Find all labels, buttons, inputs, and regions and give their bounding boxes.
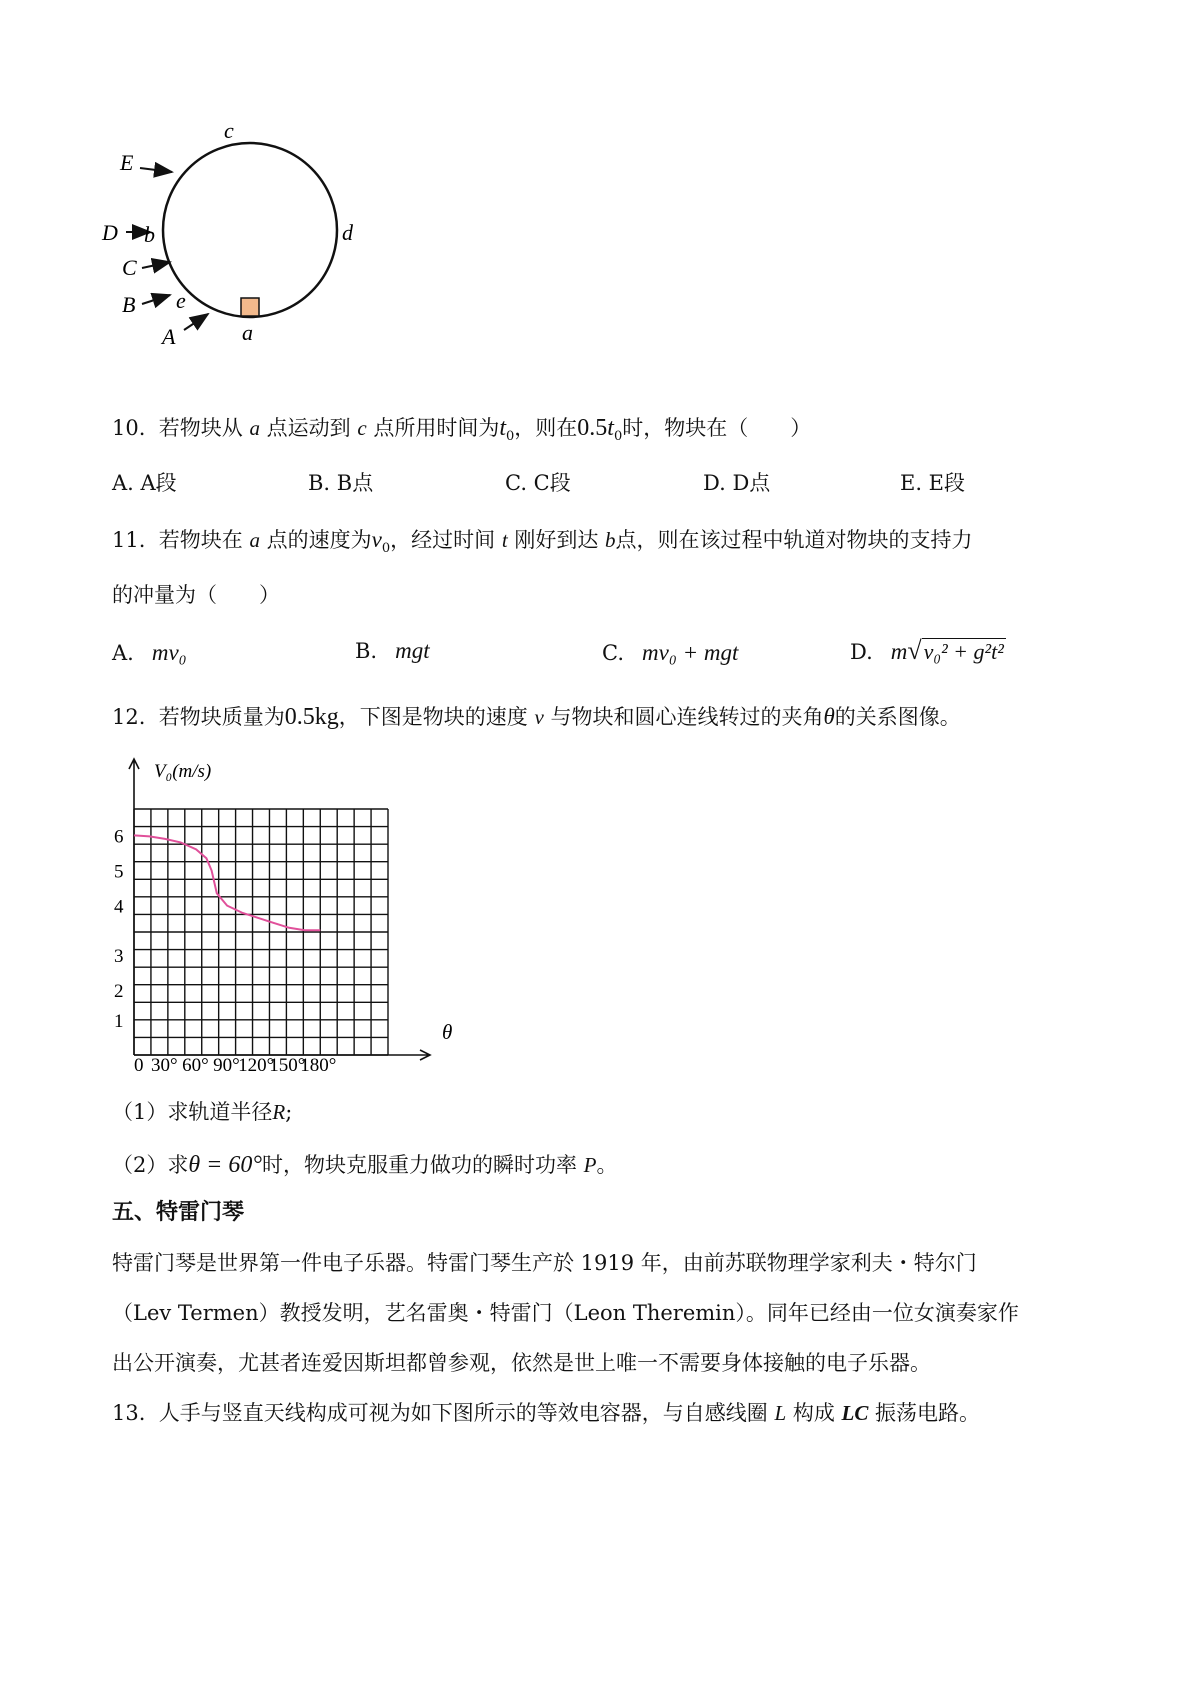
x-tick-label: 180° xyxy=(300,1055,337,1075)
q10-option-d[interactable]: D. D点 xyxy=(703,471,771,495)
y-tick-label: 4 xyxy=(114,896,124,918)
x-tick-label: 60° xyxy=(182,1055,209,1075)
label-b: b xyxy=(144,222,155,247)
question-13: 13. 人手与竖直天线构成可视为如下图所示的等效电容器，与自感线圈 L 构成 LC 振荡电路。 xyxy=(112,1401,981,1425)
label-d: d xyxy=(342,220,353,245)
y-tick-label: 5 xyxy=(114,861,124,883)
question-10: 10. 若物块从 a 点运动到 c 点所用时间为$t_0$，则在$0.5t_0$时，物块在（ ） xyxy=(112,415,812,445)
q10-option-a[interactable]: A. A段 xyxy=(112,471,177,495)
x-axis-label: θ xyxy=(442,1020,453,1044)
x-tick-label: 150° xyxy=(269,1055,306,1075)
x-tick-label: 120° xyxy=(238,1055,275,1075)
q11-option-a[interactable]: A. mv₀ xyxy=(112,640,187,665)
velocity-angle-chart xyxy=(110,755,470,1075)
label-a: a xyxy=(242,320,253,345)
y-tick-label: 6 xyxy=(114,826,124,848)
section-5-title: 五、特雷门琴 xyxy=(112,1200,245,1225)
label-E: E xyxy=(120,150,134,175)
y-tick-label: 3 xyxy=(114,945,124,967)
section-5-para-1: 特雷门琴是世界第一件电子乐器。特雷门琴生产於 1919 年，由前苏联物理学家利夫・特尔门 xyxy=(112,1251,977,1275)
x-tick-label: 90° xyxy=(213,1055,240,1075)
label-C: C xyxy=(122,255,137,280)
x-tick-label: 30° xyxy=(151,1055,178,1075)
question-11: 11. 若物块在 a 点的速度为$v_0$，经过时间 t 刚好到达 b点，则在该过程中轨道对物块的支持力 xyxy=(112,527,973,557)
q11-option-c[interactable]: C. mv₀ + mgt xyxy=(602,640,739,665)
y-axis xyxy=(129,759,139,1055)
label-B: B xyxy=(122,292,136,317)
track-circle xyxy=(163,143,337,317)
q11-option-b[interactable]: B. mgt xyxy=(355,638,430,663)
label-D: D xyxy=(102,220,118,245)
y-tick-label: 2 xyxy=(114,980,124,1002)
chart-grid xyxy=(134,809,388,1055)
q10-option-c[interactable]: C. C段 xyxy=(505,471,571,495)
y-tick-label: 1 xyxy=(114,1010,124,1032)
chart-axes xyxy=(129,759,430,1060)
label-e: e xyxy=(176,288,186,313)
block xyxy=(241,298,259,316)
velocity-curve xyxy=(134,835,320,930)
label-A: A xyxy=(162,324,176,349)
section-5-para-2: （Lev Termen）教授发明，艺名雷奥・特雷门（Leon Theremin）。同年已经由一位女演奏家作 xyxy=(112,1301,1019,1325)
circular-track-figure xyxy=(100,120,400,380)
origin-label: 0 xyxy=(134,1055,144,1075)
q10-option-e[interactable]: E. E段 xyxy=(900,471,966,495)
q10-option-b[interactable]: B. B点 xyxy=(308,471,374,495)
question-11-line2: 的冲量为（ ） xyxy=(112,583,280,607)
q12-sub2: （2）求θ = 60°时，物块克服重力做功的瞬时功率 P。 xyxy=(112,1152,618,1178)
q11-option-d[interactable]: D. m√v₀² + g²t² xyxy=(850,636,1004,665)
question-12: 12. 若物块质量为0.5kg，下图是物块的速度 v 与物块和圆心连线转过的夹角θ的关系图像。 xyxy=(112,704,961,730)
label-c: c xyxy=(224,120,234,143)
section-5-para-3: 出公开演奏，尤甚者连爱因斯坦都曾参观，依然是世上唯一不需要身体接触的电子乐器。 xyxy=(112,1351,931,1375)
q12-sub1: （1）求轨道半径R; xyxy=(112,1100,293,1124)
y-axis-label: V₀(m/s) xyxy=(154,761,212,782)
